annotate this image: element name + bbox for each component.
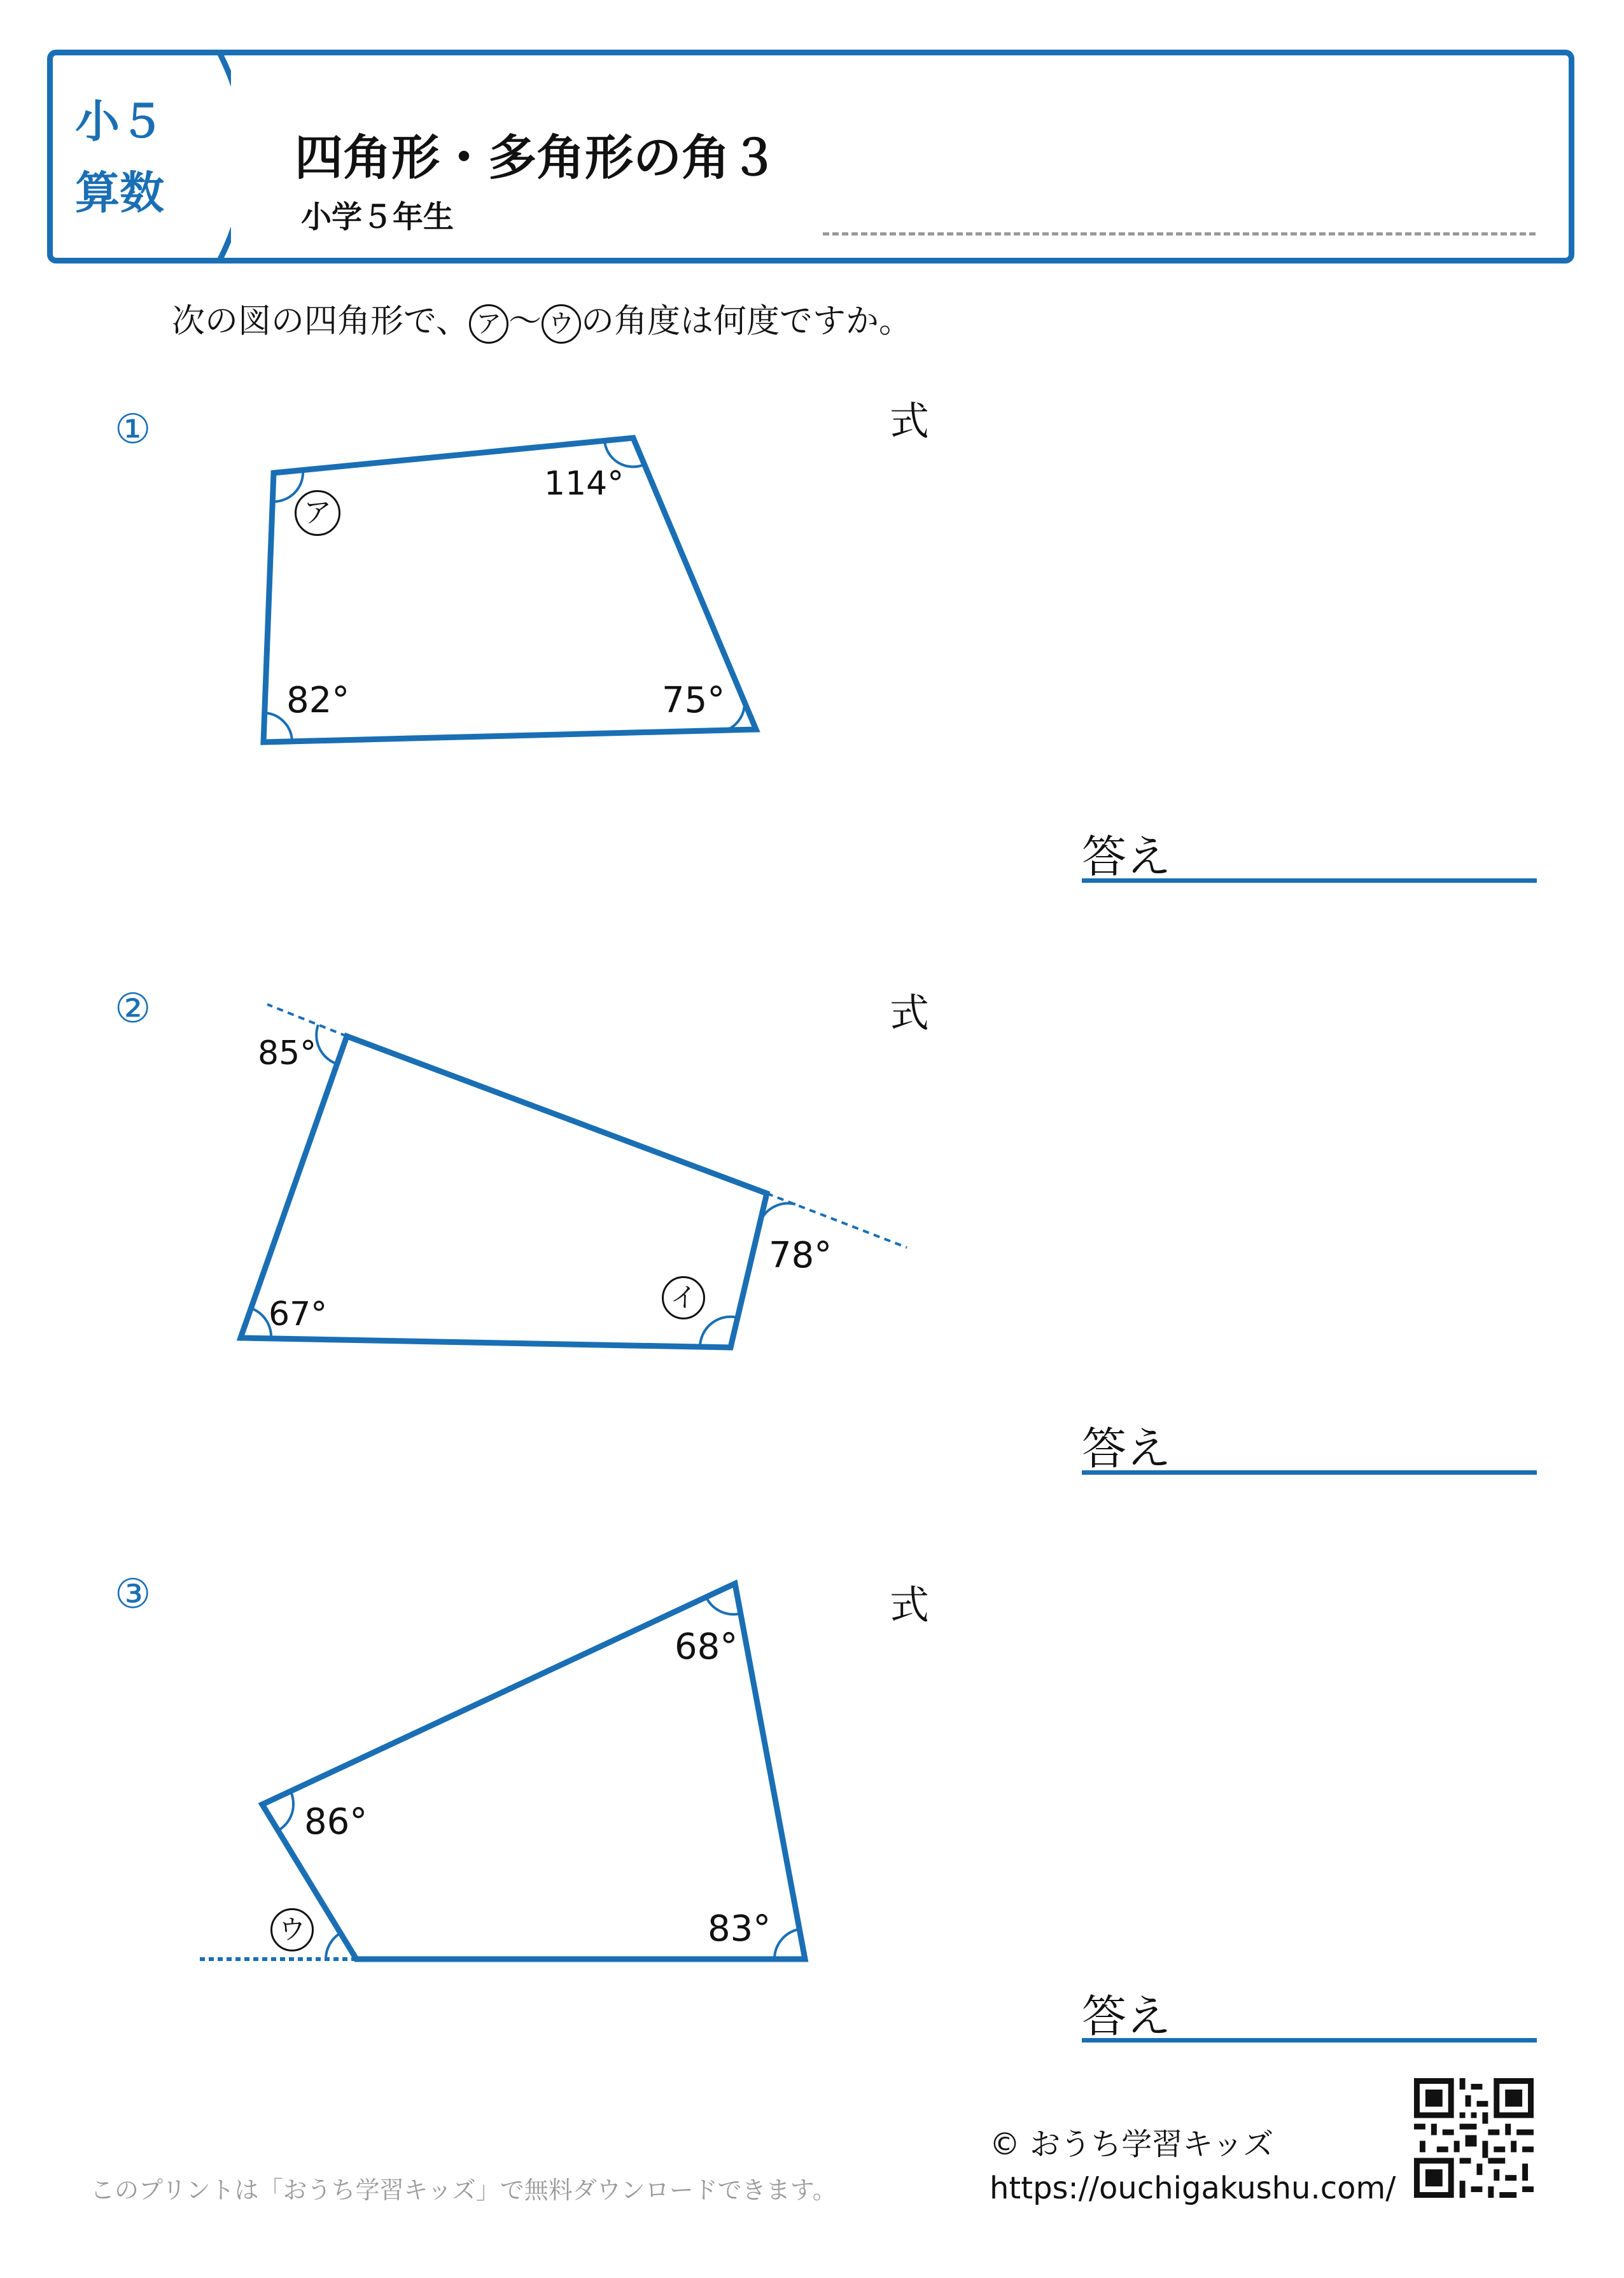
angle-arc-1d [727,702,745,730]
angle-label-114: 114° [544,465,624,503]
page-title: 四角形・多角形の角３ [295,129,778,186]
answer-label-2: 答え [1082,1423,1171,1475]
page-subtitle: 小学５年生 [301,199,454,235]
instruction-tilde: 〜 [508,302,542,341]
answer-label-3: 答え [1082,1990,1171,2042]
problem-number-3: ③ [115,1571,151,1618]
angle-label-83: 83° [708,1908,771,1950]
angle-arc-3d [774,1929,799,1959]
site-url[interactable]: https://ouchigakushu.com/ [990,2170,1396,2206]
angle-label-86: 86° [304,1801,368,1843]
extension-line-2a [267,1004,347,1036]
circled-label-u: ウ [542,304,581,344]
problem-number-2: ② [115,985,151,1032]
angle-label-85: 85° [258,1034,317,1072]
angle-label-a: ア [295,490,340,536]
footer-note: このプリントは「おうち学習キッズ」で無料ダウンロードできます。 [90,2176,837,2204]
angle-label-u: ウ [270,1908,314,1951]
problem-number-1: ① [115,406,151,453]
instruction-suffix: の角度は何度ですか。 [580,302,912,341]
angle-label-78: 78° [769,1235,832,1276]
shiki-label-1: 式 [890,398,930,444]
answer-label-1: 答え [1082,831,1171,883]
instruction-prefix: 次の図の四角形で、 [172,302,469,341]
qr-code-icon [1414,2078,1534,2198]
angle-label-67: 67° [269,1295,328,1333]
angle-label-75: 75° [662,680,725,721]
angle-arc-3c [326,1933,340,1959]
grade-label: 小５ [75,95,164,148]
angle-label-68: 68° [675,1626,738,1668]
shiki-label-2: 式 [890,990,930,1036]
circled-label-a: ア [469,304,508,344]
copyright-text: © おうち学習キッズ [990,2127,1274,2162]
shiki-label-3: 式 [890,1582,930,1628]
angle-label-82: 82° [286,680,350,721]
angle-label-i: イ [662,1276,705,1319]
subject-label: 算数 [75,167,164,219]
